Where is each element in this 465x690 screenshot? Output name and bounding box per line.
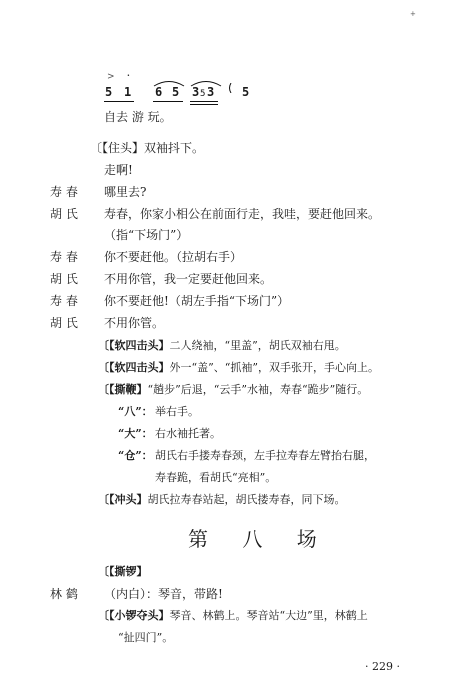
speaker-name: 胡 氏 xyxy=(50,272,78,286)
note: 5 xyxy=(172,85,180,99)
percussion-cue: 〔【小锣夺头】 xyxy=(98,609,170,622)
corner-mark: + xyxy=(410,10,416,18)
note: 3 xyxy=(192,85,200,99)
percussion-cue: 〔【软四击头】 xyxy=(98,339,170,352)
speaker-name: 寿 春 xyxy=(50,250,78,264)
stage-text: 胡氏拉寿春站起，胡氏搂寿春，同下场。 xyxy=(147,493,346,506)
beat-underline xyxy=(104,101,134,102)
page-number: · 229 · xyxy=(365,660,400,673)
percussion-cue: 〔【撕鞭】 xyxy=(98,383,148,396)
stage-text: 琴音、林鹤上。琴音站“大边”里，林鹤上 xyxy=(169,609,368,622)
beat-underline xyxy=(190,104,218,105)
dialogue-text: 哪里去? xyxy=(104,185,147,199)
speaker-name: 寿 春 xyxy=(50,294,78,308)
accent-mark: > xyxy=(107,72,115,82)
beat-label: “大”： xyxy=(118,427,153,440)
stage-text: 外一“盖”、“抓袖”，双手张开，手心向上。 xyxy=(169,361,379,374)
speaker-name: 胡 氏 xyxy=(50,207,78,221)
dialogue-text: 你不要赶他!（胡左手指“下场门”） xyxy=(104,294,290,308)
slur-arc xyxy=(189,77,223,87)
stage-text: “趟步”后退，“云手”水袖，寿春“跪步”随行。 xyxy=(147,383,369,396)
beat-label: “仓”： xyxy=(118,449,153,462)
lyrics: 自去 游 玩。 xyxy=(104,110,172,124)
stage-cue: 〔【住头】双袖抖下。 xyxy=(90,141,205,155)
percussion-cue: 〔【冲头】 xyxy=(98,493,148,506)
beat-underline xyxy=(153,101,183,102)
dialogue-text: 寿春，你家小相公在前面行走，我哇，要赶他回来。 xyxy=(104,207,381,221)
high-dot: · xyxy=(127,70,130,80)
stage-row xyxy=(98,337,346,353)
dialogue-text: 不用你管。 xyxy=(104,316,165,330)
breath-mark xyxy=(227,83,235,93)
stage-row xyxy=(98,607,368,623)
dialogue-text: 你不要赶他。（拉胡右手） xyxy=(104,250,243,264)
note: 5 xyxy=(105,85,113,99)
stage-text: “扯四门”。 xyxy=(118,631,174,644)
beat-label: “八”： xyxy=(118,405,153,418)
beat-text: 举右手。 xyxy=(155,405,199,418)
speaker-name: 胡 氏 xyxy=(50,316,78,330)
percussion-cue: 〔【软四击头】 xyxy=(98,361,170,374)
percussion-cue: 〔【撕锣】 xyxy=(98,565,148,578)
note: 3 xyxy=(207,85,215,99)
slur-arc xyxy=(152,77,186,87)
dialogue-text: 不用你管，我一定要赶他回来。 xyxy=(104,272,273,286)
beat-underline xyxy=(190,101,218,102)
stage-row xyxy=(98,491,346,507)
stage-direction: （指“下场门”） xyxy=(104,228,189,242)
stage-row xyxy=(98,359,379,375)
speaker-name: 林 鹤 xyxy=(50,587,78,601)
note: 1 xyxy=(124,85,132,99)
beat-text: 胡氏右手搂寿春颈，左手拉寿春左臂抬右腿， xyxy=(155,449,375,462)
note: 5 xyxy=(242,85,250,99)
speaker-name: 寿 春 xyxy=(50,185,78,199)
dialogue-text: （内白）：琴音，带路! xyxy=(104,587,223,601)
stage-row xyxy=(98,381,368,397)
scene-title: 第 八 场 xyxy=(188,527,331,551)
note: 6 xyxy=(155,85,163,99)
note-sub: 5 xyxy=(200,89,206,99)
stage-text: 二人绕袖，“里盖”，胡氏双袖右甩。 xyxy=(169,339,346,352)
beat-text: 寿春跪，看胡氏“亮相”。 xyxy=(155,471,277,484)
beat-text: 右水袖托著。 xyxy=(155,427,221,440)
dialogue-text: 走啊! xyxy=(104,163,133,177)
